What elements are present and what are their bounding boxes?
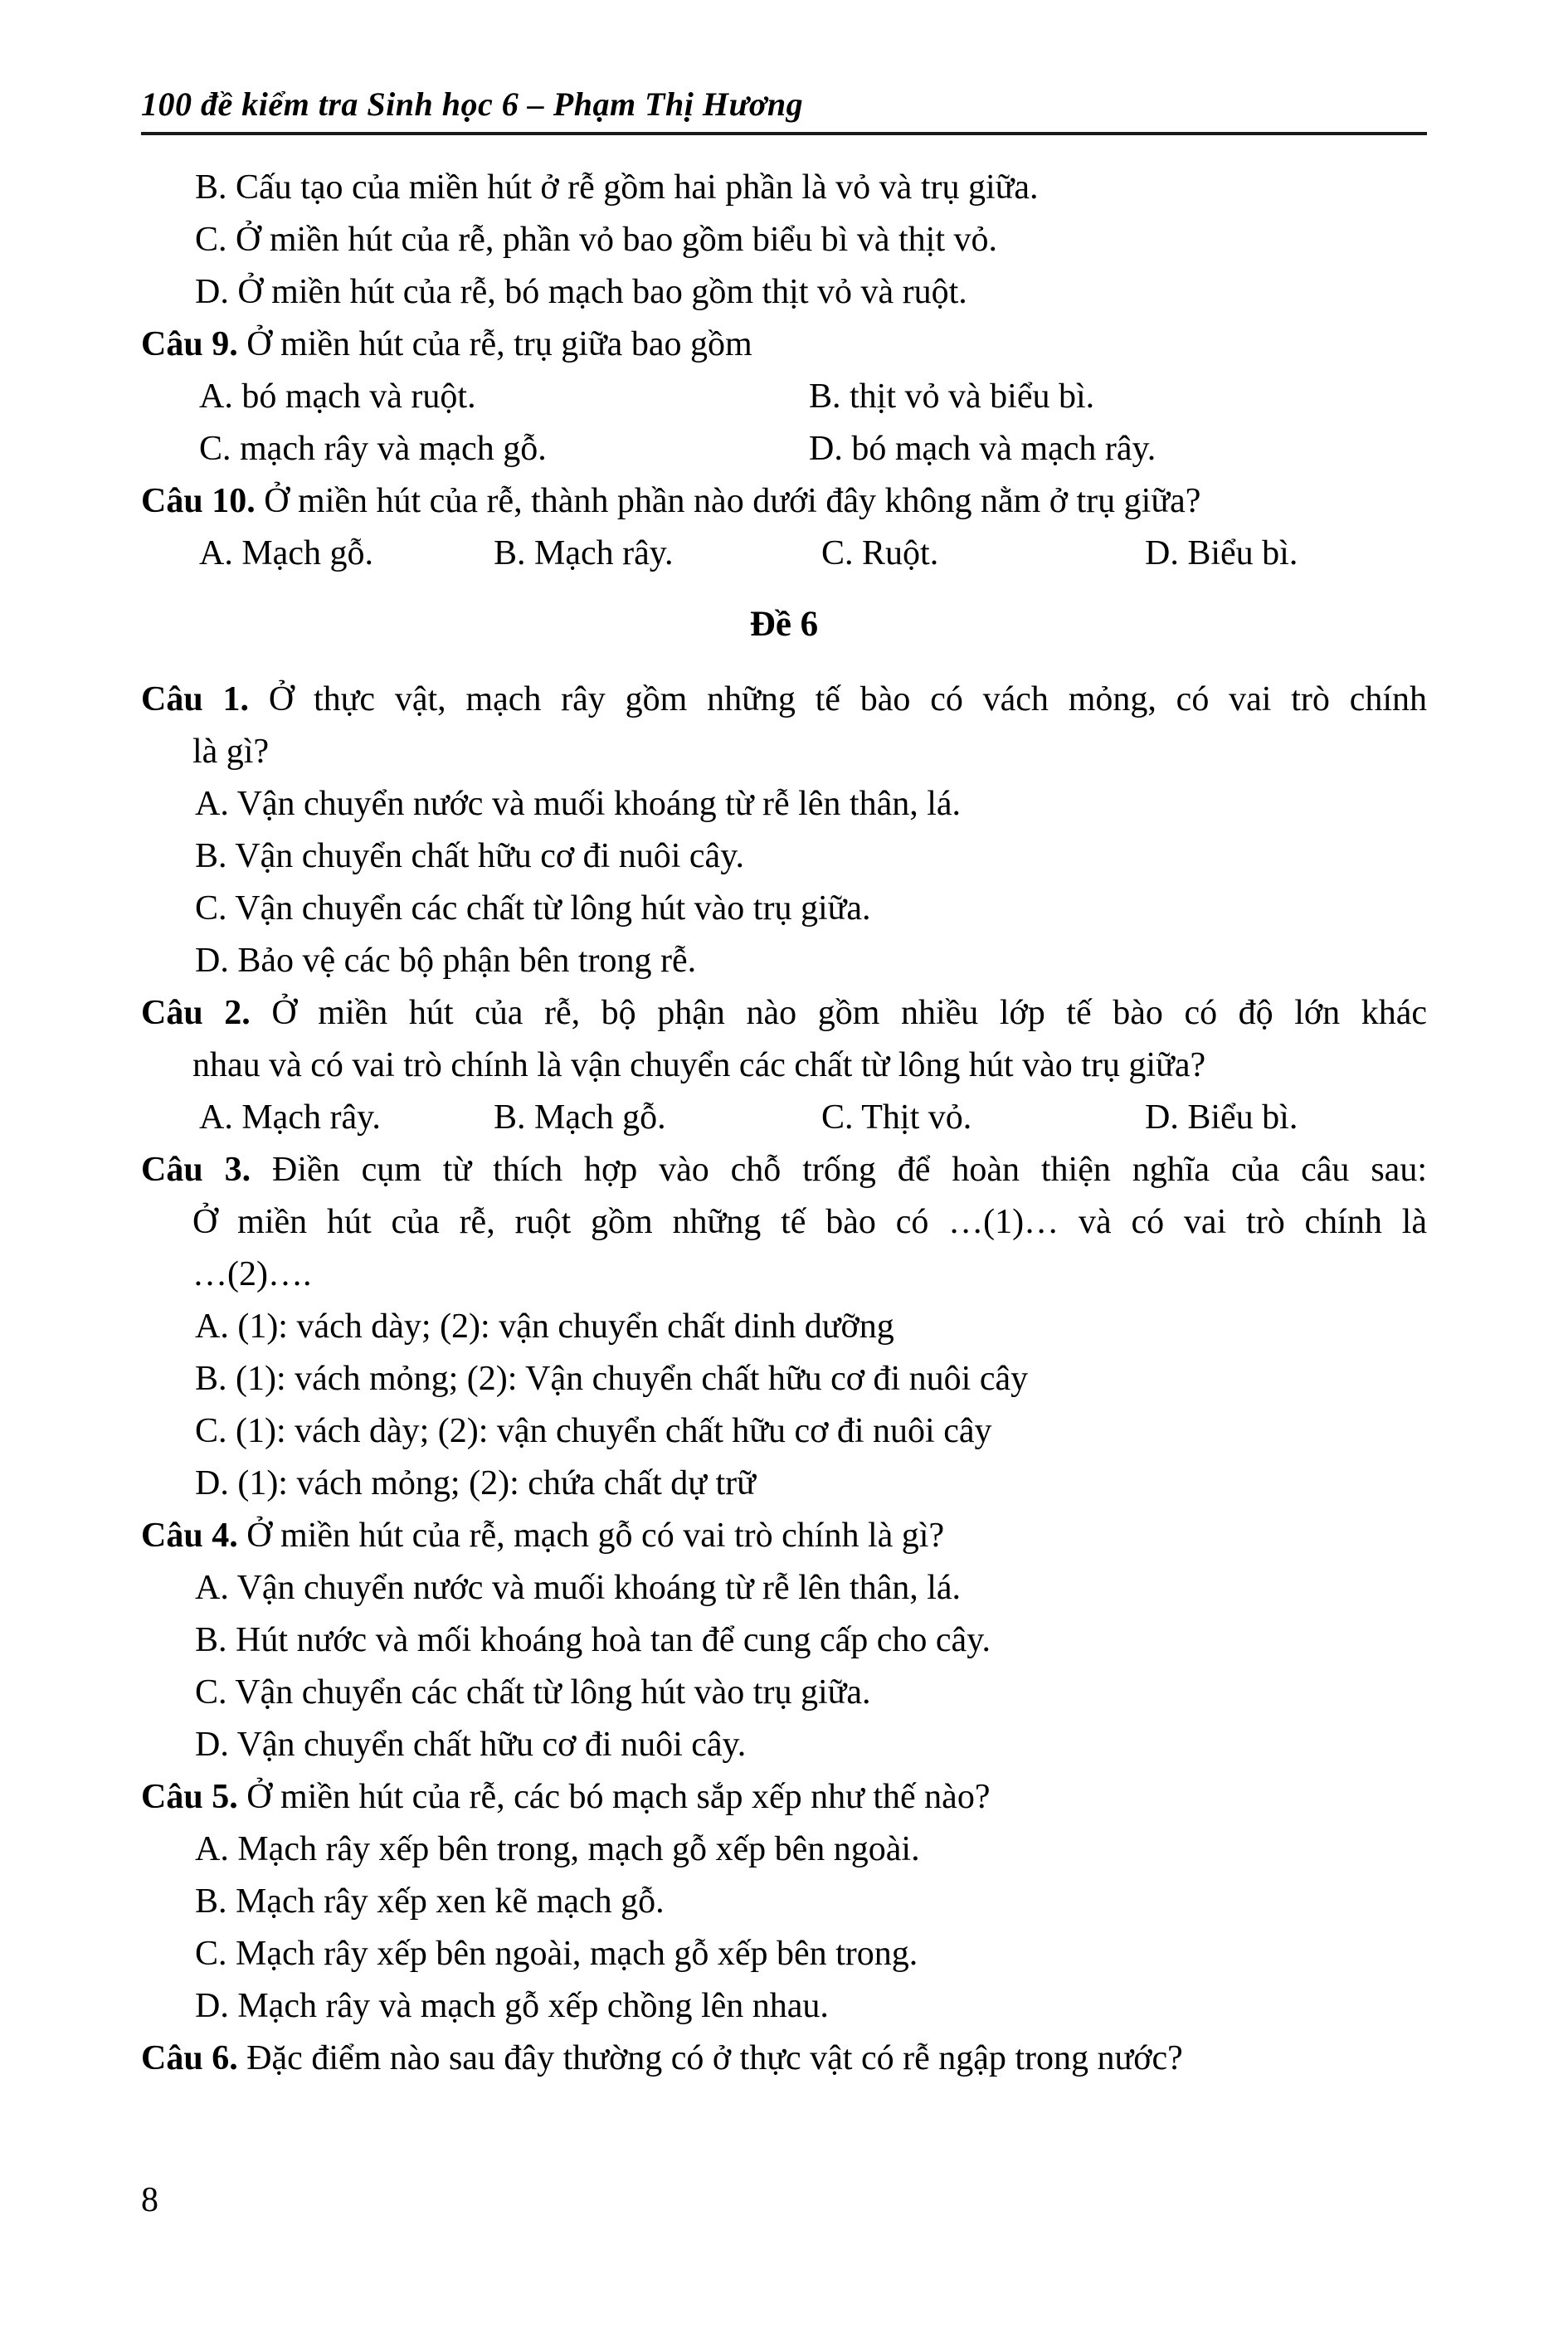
question-6-label: Câu 6. [141, 2039, 238, 2077]
question-3-option-d: D. (1): vách mỏng; (2): chứa chất dự trữ [195, 1464, 756, 1502]
question-9 [141, 319, 1427, 371]
question-3-text-line-3: …(2)…. [192, 1255, 312, 1293]
question-10-option-d: D. Biểu bì. [1145, 534, 1298, 572]
question-9-options-row-2 [141, 423, 1427, 475]
question-3-text-line-1: Điền cụm từ thích hợp vào chỗ trống để hoàn thiện nghĩa của câu sau: [272, 1151, 1427, 1189]
question-5-option-c: C. Mạch rây xếp bên ngoài, mạch gỗ xếp bên trong. [195, 1935, 918, 1973]
question-1-label: Câu 1. [141, 680, 249, 718]
question-3 [141, 1144, 1427, 1196]
question-5 [141, 1771, 1427, 1824]
question-5-option-b: B. Mạch rây xếp xen kẽ mạch gỗ. [195, 1882, 665, 1921]
question-5-label: Câu 5. [141, 1778, 238, 1816]
question-10-option-a: A. Mạch gỗ. [199, 534, 373, 572]
question-1-text-line-1: Ở thực vật, mạch rây gồm những tế bào có vách mỏng, có vai trò chính [268, 680, 1427, 718]
question-3-option-c: C. (1): vách dày; (2): vận chuyển chất hữu cơ đi nuôi cây [195, 1412, 992, 1450]
question-9-text: Ở miền hút của rễ, trụ giữa bao gồm [246, 325, 752, 363]
running-title: 100 đề kiểm tra Sinh học 6 – Phạm Thị Hương [141, 85, 804, 123]
question-1-option-b: B. Vận chuyển chất hữu cơ đi nuôi cây. [195, 837, 744, 875]
question-4-text: Ở miền hút của rễ, mạch gỗ có vai trò chính là gì? [246, 1517, 945, 1555]
question-1-option-a: A. Vận chuyển nước và muối khoáng từ rễ lên thân, lá. [195, 785, 962, 823]
question-2-option-a: A. Mạch rây. [199, 1098, 381, 1137]
question-4-option-b: B. Hút nước và mối khoáng hoà tan để cung cấp cho cây. [195, 1621, 991, 1659]
page-header [141, 0, 1427, 135]
question-2-label: Câu 2. [141, 994, 251, 1032]
question-5-option-a: A. Mạch rây xếp bên trong, mạch gỗ xếp bên ngoài. [195, 1830, 920, 1868]
section-heading: Đề 6 [749, 605, 819, 644]
question-4-label: Câu 4. [141, 1517, 238, 1555]
option-line-b: B. Cấu tạo của miền hút ở rễ gồm hai phần là vỏ và trụ giữa. [195, 168, 1039, 207]
option-line-d: D. Ở miền hút của rễ, bó mạch bao gồm thịt vỏ và ruột. [195, 273, 967, 311]
question-10-options-row [141, 528, 1427, 580]
question-10-label: Câu 10. [141, 482, 256, 520]
question-9-options-row-1 [141, 371, 1427, 423]
question-1-option-c: C. Vận chuyển các chất từ lông hút vào trụ giữa. [195, 889, 871, 928]
question-1 [141, 674, 1427, 726]
question-4-option-d: D. Vận chuyển chất hữu cơ đi nuôi cây. [195, 1726, 747, 1764]
question-2-option-b: B. Mạch gỗ. [494, 1098, 666, 1137]
question-1-option-d: D. Bảo vệ các bộ phận bên trong rễ. [195, 942, 697, 980]
question-4-option-c: C. Vận chuyển các chất từ lông hút vào trụ giữa. [195, 1673, 871, 1712]
question-3-option-b: B. (1): vách mỏng; (2): Vận chuyển chất hữu cơ đi nuôi cây [195, 1360, 1029, 1398]
question-2-text-line-2: nhau và có vai trò chính là vận chuyển các chất từ lông hút vào trụ giữa? [192, 1046, 1206, 1084]
question-2-options-row [141, 1092, 1427, 1144]
question-2 [141, 987, 1427, 1040]
page-content [141, 0, 1427, 2085]
question-3-option-a: A. (1): vách dày; (2): vận chuyển chất dinh dưỡng [195, 1307, 894, 1346]
question-9-label: Câu 9. [141, 325, 238, 363]
question-4 [141, 1510, 1427, 1562]
question-10-option-b: B. Mạch rây. [494, 534, 674, 572]
document-body [141, 162, 1427, 2085]
question-9-option-d: D. bó mạch và mạch rây. [809, 430, 1157, 468]
question-2-text-line-1: Ở miền hút của rễ, bộ phận nào gồm nhiều lớp tế bào có độ lớn khác [271, 994, 1427, 1032]
page-number: 8 [141, 2181, 158, 2219]
question-3-label: Câu 3. [141, 1151, 251, 1189]
question-10-option-c: C. Ruột. [821, 534, 939, 572]
question-9-option-a: A. bó mạch và ruột. [199, 377, 476, 416]
question-5-text: Ở miền hút của rễ, các bó mạch sắp xếp như thế nào? [246, 1778, 991, 1816]
question-9-option-b: B. thịt vỏ và biểu bì. [809, 377, 1095, 416]
question-1-text-line-2: là gì? [192, 733, 270, 771]
question-9-option-c: C. mạch rây và mạch gỗ. [199, 430, 547, 468]
question-6 [141, 2033, 1427, 2085]
question-10-text: Ở miền hút của rễ, thành phần nào dưới đây không nằm ở trụ giữa? [264, 482, 1201, 520]
question-4-option-a: A. Vận chuyển nước và muối khoáng từ rễ lên thân, lá. [195, 1569, 962, 1607]
option-line-c: C. Ở miền hút của rễ, phần vỏ bao gồm biểu bì và thịt vỏ. [195, 221, 997, 259]
question-3-text-line-2: Ở miền hút của rễ, ruột gồm những tế bào có …(1)… và có vai trò chính là [192, 1203, 1427, 1241]
question-10 [141, 475, 1427, 528]
question-5-option-d: D. Mạch rây và mạch gỗ xếp chồng lên nhau. [195, 1987, 829, 2025]
question-2-option-c: C. Thịt vỏ. [821, 1098, 972, 1137]
question-2-option-d: D. Biểu bì. [1145, 1098, 1298, 1137]
question-6-text: Đặc điểm nào sau đây thường có ở thực vật có rễ ngập trong nước? [246, 2039, 1183, 2077]
